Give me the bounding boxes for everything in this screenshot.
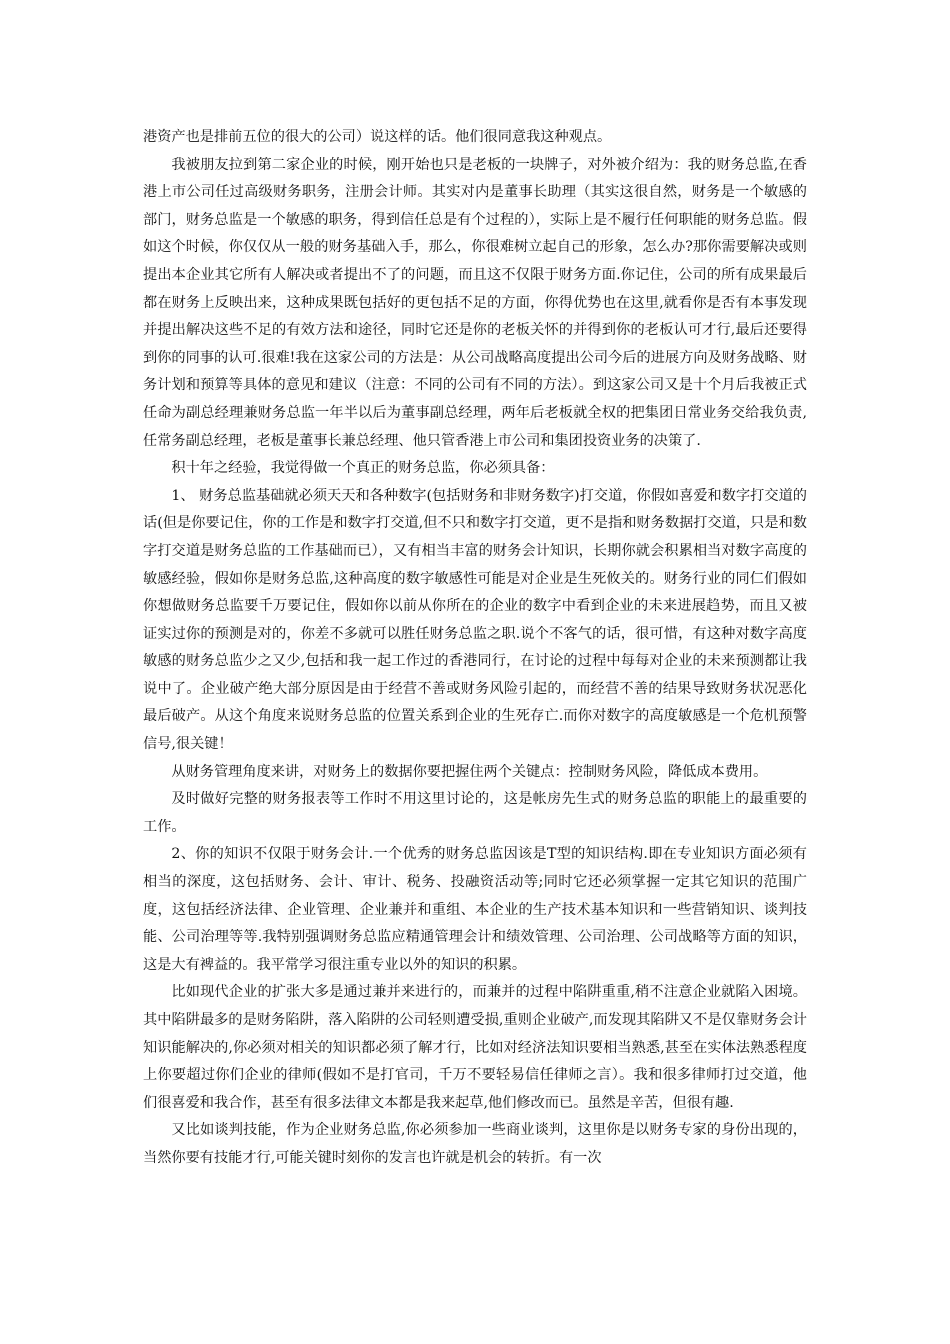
paragraph-8: 比如现代企业的扩张大多是通过兼并来进行的，而兼并的过程中陷阱重重,稍不注意企业就陷入困境。其中陷阱最多的是财务陷阱，落入陷阱的公司轻则遭受损,重则企业破产,而发现其陷阱又不是仅靠财务会计知识能解决的,你必须对相关的知识都必须了解才行，比如对经济法知识要相当熟悉,甚至在实体法熟悉程度上你要超过你们企业的律师(假如不是打官司，千万不要轻易信任律师之言）。我和很多律师打过交道，他们很喜爱和我合作，甚至有很多法律文本都是我来起草,他们修改而已。虽然是辛苦，但很有趣. (143, 984, 807, 1111)
paragraph-2: 我被朋友拉到第二家企业的时候，刚开始也只是老板的一块牌子，对外被介绍为：我的财务总监,在香港上市公司任过高级财务职务，注册会计师。其实对内是董事长助理（其实这很自然，财务是一个敏感的部门，财务总监是一个敏感的职务，得到信任总是有个过程的），实际上是不履行任何职能的财务总监。假如这个时候，你仅仅从一般的财务基础入手，那么，你很难树立起自己的形象，怎么办?那你需要解决或则提出本企业其它所有人解决或者提出不了的问题，而且这不仅限于财务方面.你记住，公司的所有成果最后都在财务上反映出来，这种成果既包括好的更包括不足的方面，你得优势也在这里,就看你是否有本事发现并提出解决这些不足的有效方法和途径，同时它还是你的老板关怀的并得到你的老板认可才行,最后还要得到你的同事的认可.很难!我在这家公司的方法是：从公司战略高度提出公司今后的进展方向及财务战略、财务计划和预算等具体的意见和建议（注意：不同的公司有不同的方法）。到这家公司又是十个月后我被正式任命为副总经理兼财务总监一年半以后为董事副总经理，两年后老板就全权的把集团日常业务交给我负责,任常务副总经理，老板是董事长兼总经理、他只管香港上市公司和集团投资业务的决策了. (143, 156, 807, 449)
paragraph-4: 1、 财务总监基础就必须天天和各种数字(包括财务和非财务数字)打交道，你假如喜爱和数字打交道的话(但是你要记住，你的工作是和数字打交道,但不只和数字打交道，更不是指和财务数据打交道，只是和数字打交道是财务总监的工作基础而已），又有相当丰富的财务会计知识，长期你就会积累相当对数字高度的敏感经验，假如你是财务总监,这种高度的数字敏感性可能是对企业是生死攸关的。财务行业的同仁们假如你想做财务总监要千万要记住，假如你以前从你所在的企业的数字中看到企业的未来进展趋势，而且又被证实过你的预测是对的，你差不多就可以胜任财务总监之职.说个不客气的话，很可惜，有这种对数字高度敏感的财务总监少之又少,包括和我一起工作过的香港同行，在讨论的过程中每每对企业的未来预测都让我说中了。企业破产绝大部分原因是由于经营不善或财务风险引起的，而经营不善的结果导致财务状况恶化最后破产。从这个角度来说财务总监的位置关系到企业的生死存亡.而你对数字的高度敏感是一个危机预警信号,很关键！ (143, 487, 807, 753)
paragraph-3: 积十年之经验，我觉得做一个真正的财务总监，你必须具备： (171, 460, 555, 477)
paragraph-9: 又比如谈判技能，作为企业财务总监,你必须参加一些商业谈判，这里你是以财务专家的身份出现的，当然你要有技能才行,可能关键时刻你的发言也许就是机会的转折。有一次 (143, 1122, 807, 1166)
paragraph-6: 及时做好完整的财务报表等工作时不用这里讨论的，这是帐房先生式的财务总监的职能上的最重要的工作。 (143, 791, 807, 835)
paragraph-1: 港资产也是排前五位的很大的公司）说这样的话。他们很同意我这种观点。 (143, 129, 612, 145)
document-page (143, 124, 807, 1173)
paragraph-7: 2、你的知识不仅限于财务会计.一个优秀的财务总监因该是T型的知识结构.即在专业知识方面必须有相当的深度，这包括财务、会计、审计、税务、投融资活动等;同时它还必须掌握一定其它知识的范围广度，这包括经济法律、企业管理、企业兼并和重组、本企业的生产技术基本知识和一些营销知识、谈判技能、公司治理等等.我特别强调财务总监应精通管理会计和绩效管理、公司治理、公司战略等方面的知识，这是大有裨益的。我平常学习很注重专业以外的知识的积累。 (143, 846, 807, 973)
paragraph-5: 从财务管理角度来讲，对财务上的数据你要把握住两个关键点：控制财务风险，降低成本费用。 (171, 763, 768, 780)
